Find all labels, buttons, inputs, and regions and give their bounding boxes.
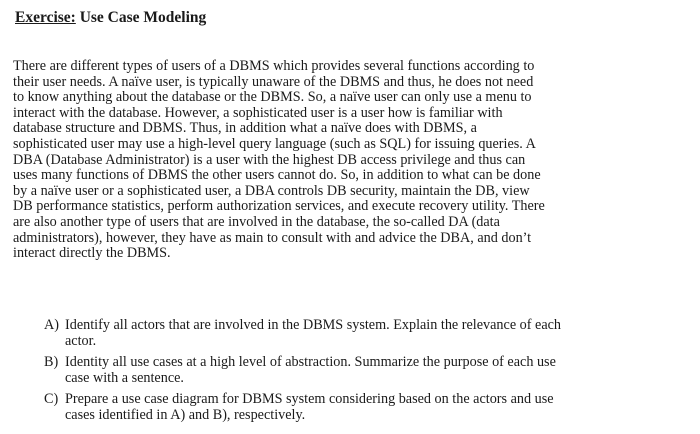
- paragraph-line: to know anything about the database or the DBMS. So, a naïve user can only use a menu to: [13, 89, 532, 106]
- paragraph-line: sophisticated user may use a high-level query language (such as SQL) for issuing queries. A: [13, 135, 536, 152]
- question-letter: A): [44, 317, 59, 333]
- paragraph-line: DB performance statistics, perform authorization services, and execute recovery utility. There: [13, 198, 545, 215]
- paragraph-line: uses many functions of DBMS the other users cannot do. So, in addition to what can be done: [13, 167, 541, 184]
- paragraph-line: their user needs. A naïve user, is typically unaware of the DBMS and thus, he does not need: [13, 73, 534, 90]
- paragraph-line: are also another type of users that are involved in the database, the so-called DA (data: [13, 213, 500, 230]
- description-paragraph: [13, 59, 613, 262]
- paragraph-line: by a naïve user or a sophisticated user, a DBA controls DB security, maintain the DB, view: [13, 182, 530, 199]
- paragraph-line: interact with the database. However, a sophisticated user is a user how is familiar with: [13, 104, 503, 121]
- question-list: [44, 318, 644, 430]
- question-letter: C): [44, 391, 59, 408]
- exercise-label: Exercise:: [15, 9, 76, 26]
- question-line: actor.: [65, 332, 97, 349]
- question-line: case with a sentence.: [65, 369, 184, 386]
- question-letter: B): [44, 354, 59, 371]
- question-line: Identify all actors that are involved in the DBMS system. Explain the relevance of each: [65, 317, 562, 333]
- question-item-c: [44, 392, 644, 423]
- paragraph-line: interact directly the DBMS.: [13, 245, 171, 262]
- question-line: Identity all use cases at a high level of abstraction. Summarize the purpose of each use: [65, 354, 556, 371]
- paragraph-line: There are different types of users of a DBMS which provides several functions according to: [13, 58, 535, 74]
- exercise-title-text: Use Case Modeling: [79, 9, 207, 26]
- exercise-title: [15, 9, 206, 27]
- paragraph-line: DBA (Database Administrator) is a user with the highest DB access privilege and thus can: [13, 151, 526, 168]
- paragraph-line: administrators), however, they have as main to consult with and advice the DBA, and don’t: [13, 229, 532, 246]
- question-line: Prepare a use case diagram for DBMS system considering based on the actors and use: [65, 391, 554, 408]
- paragraph-line: database structure and DBMS. Thus, in addition what a naïve does with DBMS, a: [13, 120, 477, 137]
- question-line: cases identified in A) and B), respectively.: [65, 406, 306, 423]
- question-item-a: [44, 318, 644, 349]
- question-item-b: [44, 355, 644, 386]
